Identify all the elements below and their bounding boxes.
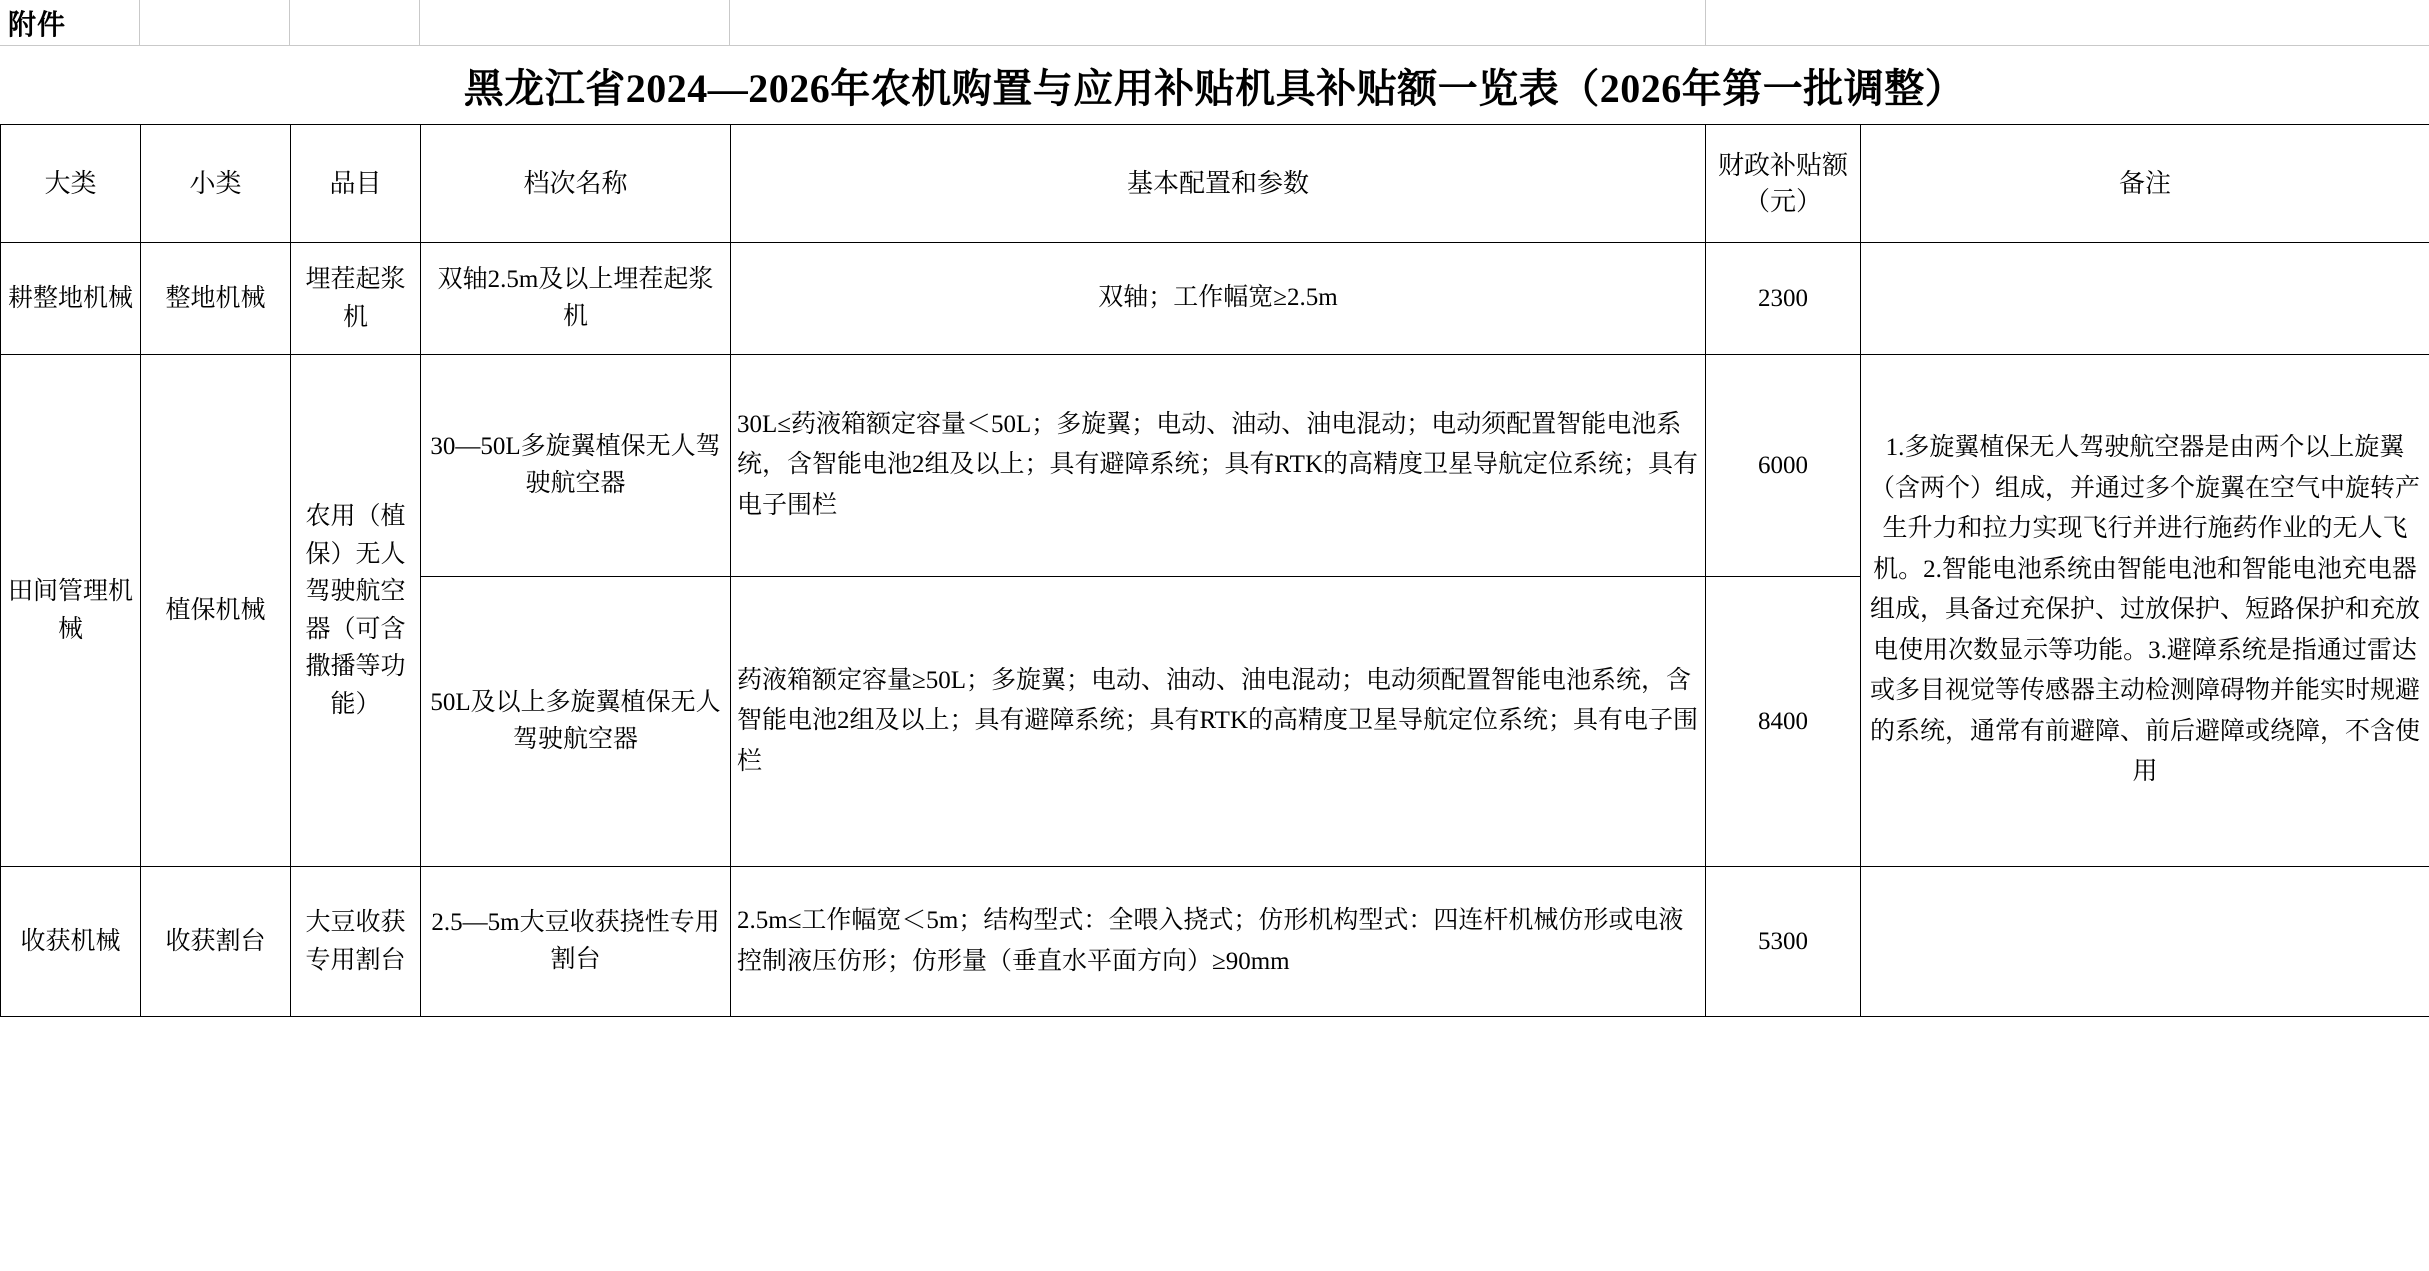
attachment-cell-2 <box>140 0 290 45</box>
attachment-label-cell <box>0 0 140 45</box>
attachment-cell-7 <box>1860 0 2429 45</box>
column-header-subcategory: 小类 <box>141 125 291 243</box>
attachment-cell-3 <box>290 0 420 45</box>
cell-grade: 双轴2.5m及以上埋茬起浆机 <box>421 243 731 355</box>
cell-params: 双轴；工作幅宽≥2.5m <box>731 243 1706 355</box>
cell-params: 30L≤药液箱额定容量＜50L；多旋翼；电动、油动、油电混动；电动须配置智能电池系统，含智能电池2组及以上；具有避障系统；具有RTK的高精度卫星导航定位系统；具有电子围栏 <box>731 355 1706 577</box>
column-header-item: 品目 <box>291 125 421 243</box>
column-header-grade: 档次名称 <box>421 125 731 243</box>
cell-category: 田间管理机械 <box>1 355 141 867</box>
table-row <box>1 243 2429 355</box>
cell-grade: 2.5—5m大豆收获挠性专用割台 <box>421 867 731 1017</box>
attachment-label: 附件 <box>8 9 67 41</box>
cell-category: 耕整地机械 <box>1 243 141 355</box>
cell-params: 药液箱额定容量≥50L；多旋翼；电动、油动、油电混动；电动须配置智能电池系统，含智能电池2组及以上；具有避障系统；具有RTK的高精度卫星导航定位系统；具有电子围栏 <box>731 577 1706 867</box>
cell-remark <box>1861 243 2429 355</box>
table-header-row <box>1 125 2429 243</box>
cell-subsidy: 2300 <box>1706 243 1861 355</box>
cell-params: 2.5m≤工作幅宽＜5m；结构型式：全喂入挠式；仿形机构型式：四连杆机械仿形或电液控制液压仿形；仿形量（垂直水平面方向）≥90mm <box>731 867 1706 1017</box>
column-header-subsidy: 财政补贴额（元） <box>1706 125 1861 243</box>
subsidy-table <box>0 124 2429 1017</box>
cell-subcategory: 收获割台 <box>141 867 291 1017</box>
attachment-header-row <box>0 0 2429 46</box>
table-row <box>1 867 2429 1017</box>
cell-item: 农用（植保）无人驾驶航空器（可含撒播等功能） <box>291 355 421 867</box>
column-header-remark: 备注 <box>1861 125 2429 243</box>
cell-subcategory: 植保机械 <box>141 355 291 867</box>
column-header-category: 大类 <box>1 125 141 243</box>
attachment-cell-5 <box>730 0 1705 45</box>
cell-grade: 50L及以上多旋翼植保无人驾驶航空器 <box>421 577 731 867</box>
cell-remark: 1.多旋翼植保无人驾驶航空器是由两个以上旋翼（含两个）组成，并通过多个旋翼在空气中旋转产生升力和拉力实现飞行并进行施药作业的无人飞机。2.智能电池系统由智能电池和智能电池充电器组成，具备过充保护、过放保护、短路保护和充放电使用次数显示等功能。3.避障系统是指通过雷达或多目视觉等传感器主动检测障碍物并能实时规避的系统，通常有前避障、前后避障或绕障，不含使用 <box>1861 355 2429 867</box>
table-row <box>1 355 2429 577</box>
cell-item: 大豆收获专用割台 <box>291 867 421 1017</box>
cell-subsidy: 8400 <box>1706 577 1861 867</box>
attachment-cell-6 <box>1705 0 1860 45</box>
cell-subsidy: 6000 <box>1706 355 1861 577</box>
cell-subcategory: 整地机械 <box>141 243 291 355</box>
cell-subsidy: 5300 <box>1706 867 1861 1017</box>
cell-remark <box>1861 867 2429 1017</box>
document-title-wrap <box>0 46 2429 124</box>
cell-grade: 30—50L多旋翼植保无人驾驶航空器 <box>421 355 731 577</box>
cell-category: 收获机械 <box>1 867 141 1017</box>
column-header-params: 基本配置和参数 <box>731 125 1706 243</box>
page-title: 黑龙江省2024—2026年农机购置与应用补贴机具补贴额一览表（2026年第一批调整） <box>463 65 1966 111</box>
cell-item: 埋茬起浆机 <box>291 243 421 355</box>
attachment-cell-4 <box>420 0 730 45</box>
